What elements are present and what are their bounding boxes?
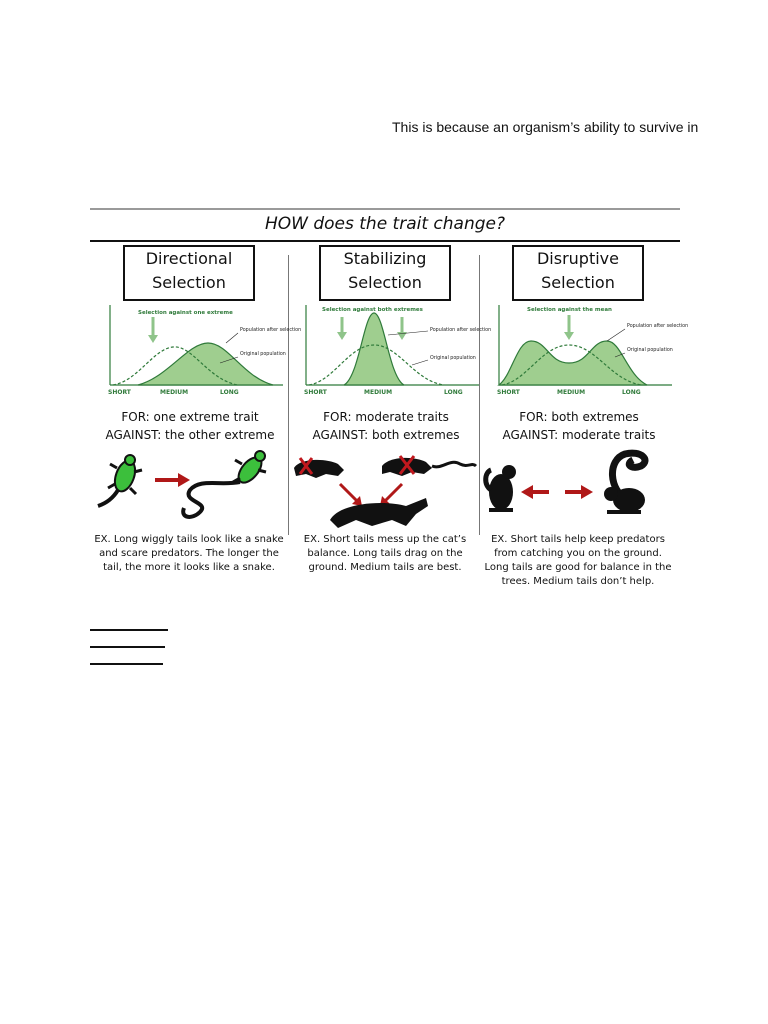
directional-selection-column xyxy=(90,245,302,600)
arrow-right-icon xyxy=(581,485,593,499)
legend-original: Original population xyxy=(627,348,673,353)
heading-line: Selection xyxy=(541,273,615,292)
heading-line: Selection xyxy=(152,273,226,292)
medium-tail-cat-icon xyxy=(330,498,428,528)
blank-answer-line xyxy=(90,646,165,648)
axis-short: SHORT xyxy=(108,389,131,396)
stabilizing-selection-column xyxy=(286,245,492,600)
short-tail-squirrel-icon xyxy=(486,465,516,512)
arrow-right-icon xyxy=(178,473,190,487)
graph-label: Selection against both extremes xyxy=(322,307,423,313)
heading-line: Disruptive xyxy=(536,249,619,268)
graph-label: Selection against one extreme xyxy=(138,310,233,316)
against-line: AGAINST: both extremes xyxy=(312,428,460,442)
axis-short: SHORT xyxy=(497,389,520,396)
selection-types-figure xyxy=(90,205,689,600)
legend-after: Population after selection xyxy=(430,328,492,333)
heading-line: Selection xyxy=(348,273,422,292)
disruptive-selection-column xyxy=(479,245,689,600)
heading-box xyxy=(123,245,255,301)
legend-original: Original population xyxy=(240,352,286,357)
example-text: EX. Long wiggly tails look like a snake and scare predators. The longer the tail, the more it looks like a snake. xyxy=(94,534,284,573)
arrow-down-right-icon xyxy=(340,484,358,502)
example-text: EX. Short tails help keep predators from catching you on the ground. Long tails are good for balance in the trees. Medium tails don’t help. xyxy=(484,534,672,587)
legend-original: Original population xyxy=(430,356,476,361)
heading-box xyxy=(319,245,451,301)
heading-box xyxy=(512,245,644,301)
squirrel-illustration xyxy=(479,450,674,530)
for-line: FOR: one extreme trait xyxy=(121,410,259,424)
document-text-line: This is because an organism’s ability to survive in xyxy=(392,119,699,135)
axis-short: SHORT xyxy=(304,389,327,396)
blank-answer-line xyxy=(90,663,163,665)
axis-long: LONG xyxy=(220,389,239,396)
for-against-text xyxy=(90,408,290,444)
axis-medium: MEDIUM xyxy=(364,389,393,396)
stabilizing-curve-graph xyxy=(304,305,492,400)
arrow-down-left-icon xyxy=(384,484,402,502)
arrow-left-icon xyxy=(521,485,533,499)
long-tail-squirrel-icon xyxy=(604,453,645,514)
for-against-text xyxy=(286,408,486,444)
axis-long: LONG xyxy=(444,389,463,396)
axis-medium: MEDIUM xyxy=(557,389,586,396)
lizard-illustration xyxy=(90,450,285,530)
figure-title: HOW does the trait change? xyxy=(90,208,680,242)
long-tail-cat-icon xyxy=(382,456,476,476)
for-line: FOR: both extremes xyxy=(519,410,639,424)
cat-illustration xyxy=(286,450,481,530)
example-text: EX. Short tails mess up the cat’s balance. Long tails drag on the ground. Medium tails are best. xyxy=(303,534,467,573)
axis-long: LONG xyxy=(622,389,641,396)
axis-medium: MEDIUM xyxy=(160,389,189,396)
for-line: FOR: moderate traits xyxy=(323,410,449,424)
heading-line: Directional xyxy=(145,249,233,268)
legend-after: Population after selection xyxy=(627,324,689,329)
short-tail-lizard-icon xyxy=(98,455,142,506)
legend-after: Population after selection xyxy=(240,328,302,333)
heading-line: Stabilizing xyxy=(343,249,427,268)
against-line: AGAINST: the other extreme xyxy=(105,428,275,442)
long-tail-lizard-icon xyxy=(183,451,266,517)
against-line: AGAINST: moderate traits xyxy=(502,428,656,442)
graph-label: Selection against the mean xyxy=(527,307,612,313)
blank-answer-line xyxy=(90,629,168,631)
directional-curve-graph xyxy=(108,305,302,400)
disruptive-curve-graph xyxy=(497,305,689,400)
short-tail-cat-icon xyxy=(294,458,344,478)
for-against-text xyxy=(479,408,679,444)
